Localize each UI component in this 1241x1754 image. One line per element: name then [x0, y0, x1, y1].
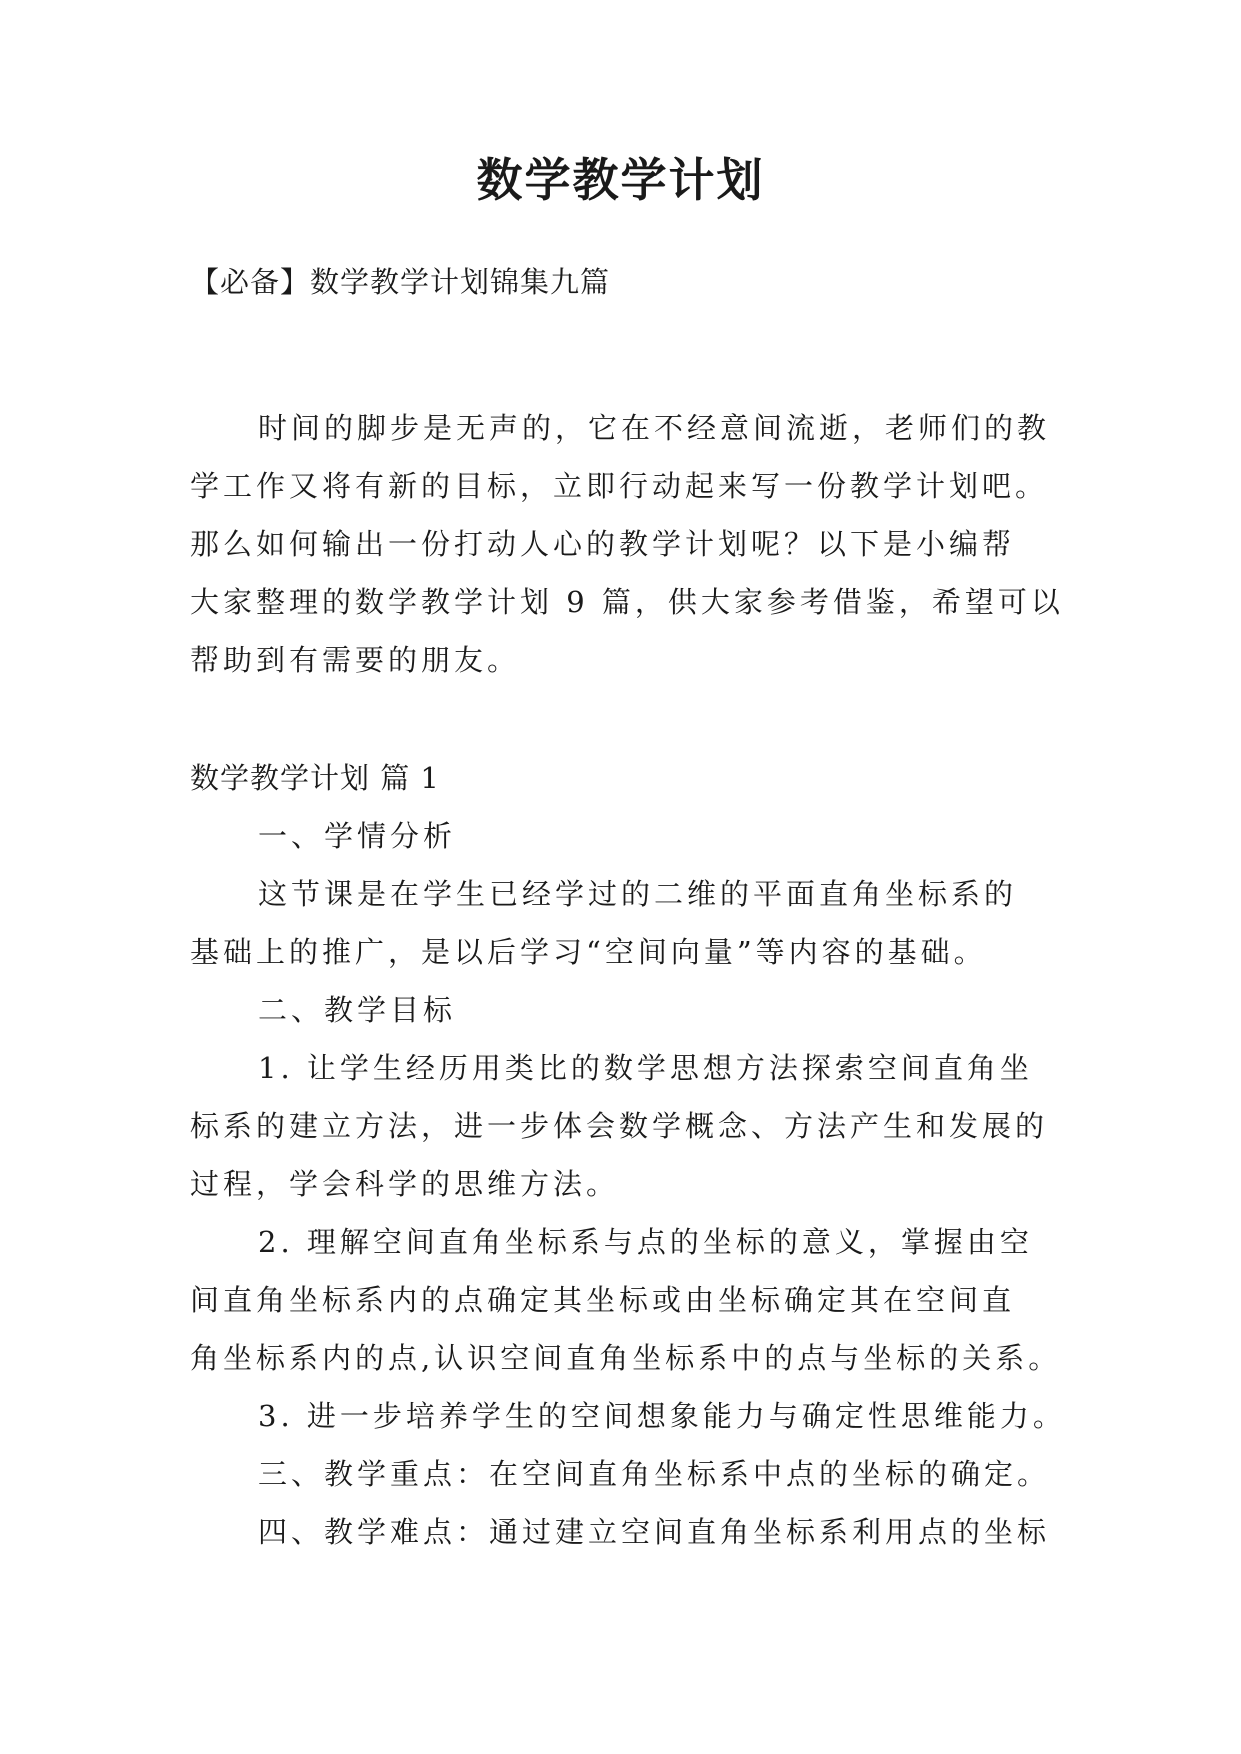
body-line: 二、教学目标: [258, 993, 457, 1027]
body-line: 过程，学会科学的思维方法。: [190, 1167, 620, 1201]
intro-paragraph-line: 帮助到有需要的朋友。: [190, 643, 521, 677]
body-line: 间直角坐标系内的点确定其坐标或由坐标确定其在空间直: [190, 1283, 1016, 1317]
document-subtitle: 【必备】数学教学计划锦集九篇: [190, 265, 611, 299]
body-line: 四、教学难点：通过建立空间直角坐标系利用点的坐标: [258, 1515, 1051, 1549]
body-line: 角坐标系内的点,认识空间直角坐标系中的点与坐标的关系。: [190, 1341, 1062, 1375]
intro-paragraph-line: 那么如何输出一份打动人心的教学计划呢？以下是小编帮: [190, 527, 1016, 561]
body-line: 这节课是在学生已经学过的二维的平面直角坐标系的: [258, 877, 1018, 911]
body-line: 1. 让学生经历用类比的数学思想方法探索空间直角坐: [258, 1051, 1033, 1085]
body-line: 基础上的推广，是以后学习“空间向量”等内容的基础。: [190, 935, 987, 969]
document-title: 数学教学计划: [476, 153, 765, 207]
intro-paragraph-line: 大家整理的数学教学计划 9 篇，供大家参考借鉴，希望可以: [190, 585, 1064, 619]
intro-paragraph-line: 学工作又将有新的目标，立即行动起来写一份教学计划吧。: [190, 469, 1049, 503]
body-line: 3. 进一步培养学生的空间想象能力与确定性思维能力。: [258, 1399, 1066, 1433]
body-line: 三、教学重点：在空间直角坐标系中点的坐标的确定。: [258, 1457, 1051, 1491]
section-heading: 数学教学计划 篇 1: [190, 761, 440, 795]
body-line: 2. 理解空间直角坐标系与点的坐标的意义，掌握由空: [258, 1225, 1033, 1259]
body-line: 一、学情分析: [258, 819, 457, 853]
intro-paragraph-line: 时间的脚步是无声的，它在不经意间流逝，老师们的教: [258, 411, 1051, 445]
body-line: 标系的建立方法，进一步体会数学概念、方法产生和发展的: [190, 1109, 1049, 1143]
